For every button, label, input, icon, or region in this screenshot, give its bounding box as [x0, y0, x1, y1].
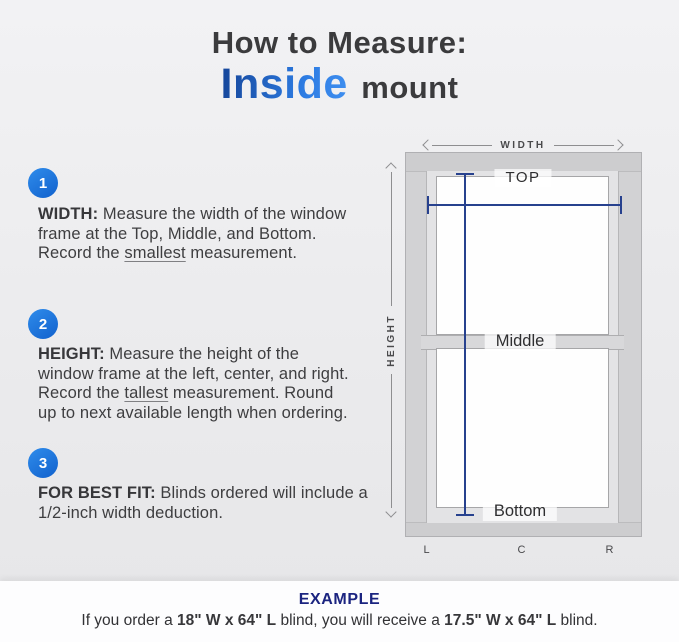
- step-3-number: 3: [38, 454, 48, 472]
- horizontal-measure-line: [427, 204, 622, 206]
- step-1-text: WIDTH: Measure the width of the window frame at the Top, Middle, and Bottom. Record the smallest measurement.: [38, 205, 347, 262]
- step-1-badge: [28, 168, 58, 198]
- marker-center: C: [517, 544, 527, 556]
- step-2-badge: [28, 309, 58, 339]
- example-text: If you order a 18" W x 64" L blind, you will receive a 17.5" W x 64" L blind.: [81, 612, 598, 629]
- example-section: [0, 581, 679, 642]
- arrow-down-icon: [385, 506, 396, 517]
- middle-position-label: Middle: [485, 332, 556, 351]
- title-line1: How to Measure:: [211, 25, 468, 60]
- step-1-number: 1: [38, 174, 48, 192]
- page-title: [0, 26, 679, 108]
- step-2-number: 2: [38, 315, 48, 333]
- width-dimension-label: WIDTH: [500, 139, 546, 151]
- height-arrow-line: [391, 172, 392, 306]
- title-line2: [0, 61, 679, 108]
- marker-left: L: [423, 544, 431, 556]
- example-heading: EXAMPLE: [298, 591, 381, 608]
- height-dimension-label: HEIGHT: [385, 313, 397, 367]
- vertical-measure-line: [464, 173, 466, 516]
- bottom-position-label: Bottom: [483, 502, 557, 521]
- width-dimension-arrow: [424, 139, 622, 151]
- arrow-right-icon: [612, 139, 623, 150]
- window-sill: [406, 522, 641, 536]
- width-arrow-line: [554, 145, 614, 146]
- height-arrow-line: [391, 374, 392, 508]
- title-accent-inside: Inside: [220, 60, 348, 109]
- step-2-text: HEIGHT: Measure the height of the window frame at the left, center, and right. Record the tallest measurement. Round up to next available length when ordering.: [38, 345, 349, 422]
- step-3-badge: [28, 448, 58, 478]
- width-arrow-line: [432, 145, 492, 146]
- arrow-up-icon: [385, 162, 396, 173]
- arrow-left-icon: [422, 139, 433, 150]
- marker-right: R: [605, 544, 615, 556]
- top-position-label: TOP: [494, 169, 551, 187]
- height-dimension-arrow: [384, 164, 398, 516]
- window-bottom-sash: [436, 348, 609, 508]
- window-top-sash: [436, 176, 609, 335]
- step-3-text: FOR BEST FIT: Blinds ordered will include a 1/2-inch width deduction.: [38, 484, 368, 522]
- title-rest-mount: mount: [361, 70, 459, 106]
